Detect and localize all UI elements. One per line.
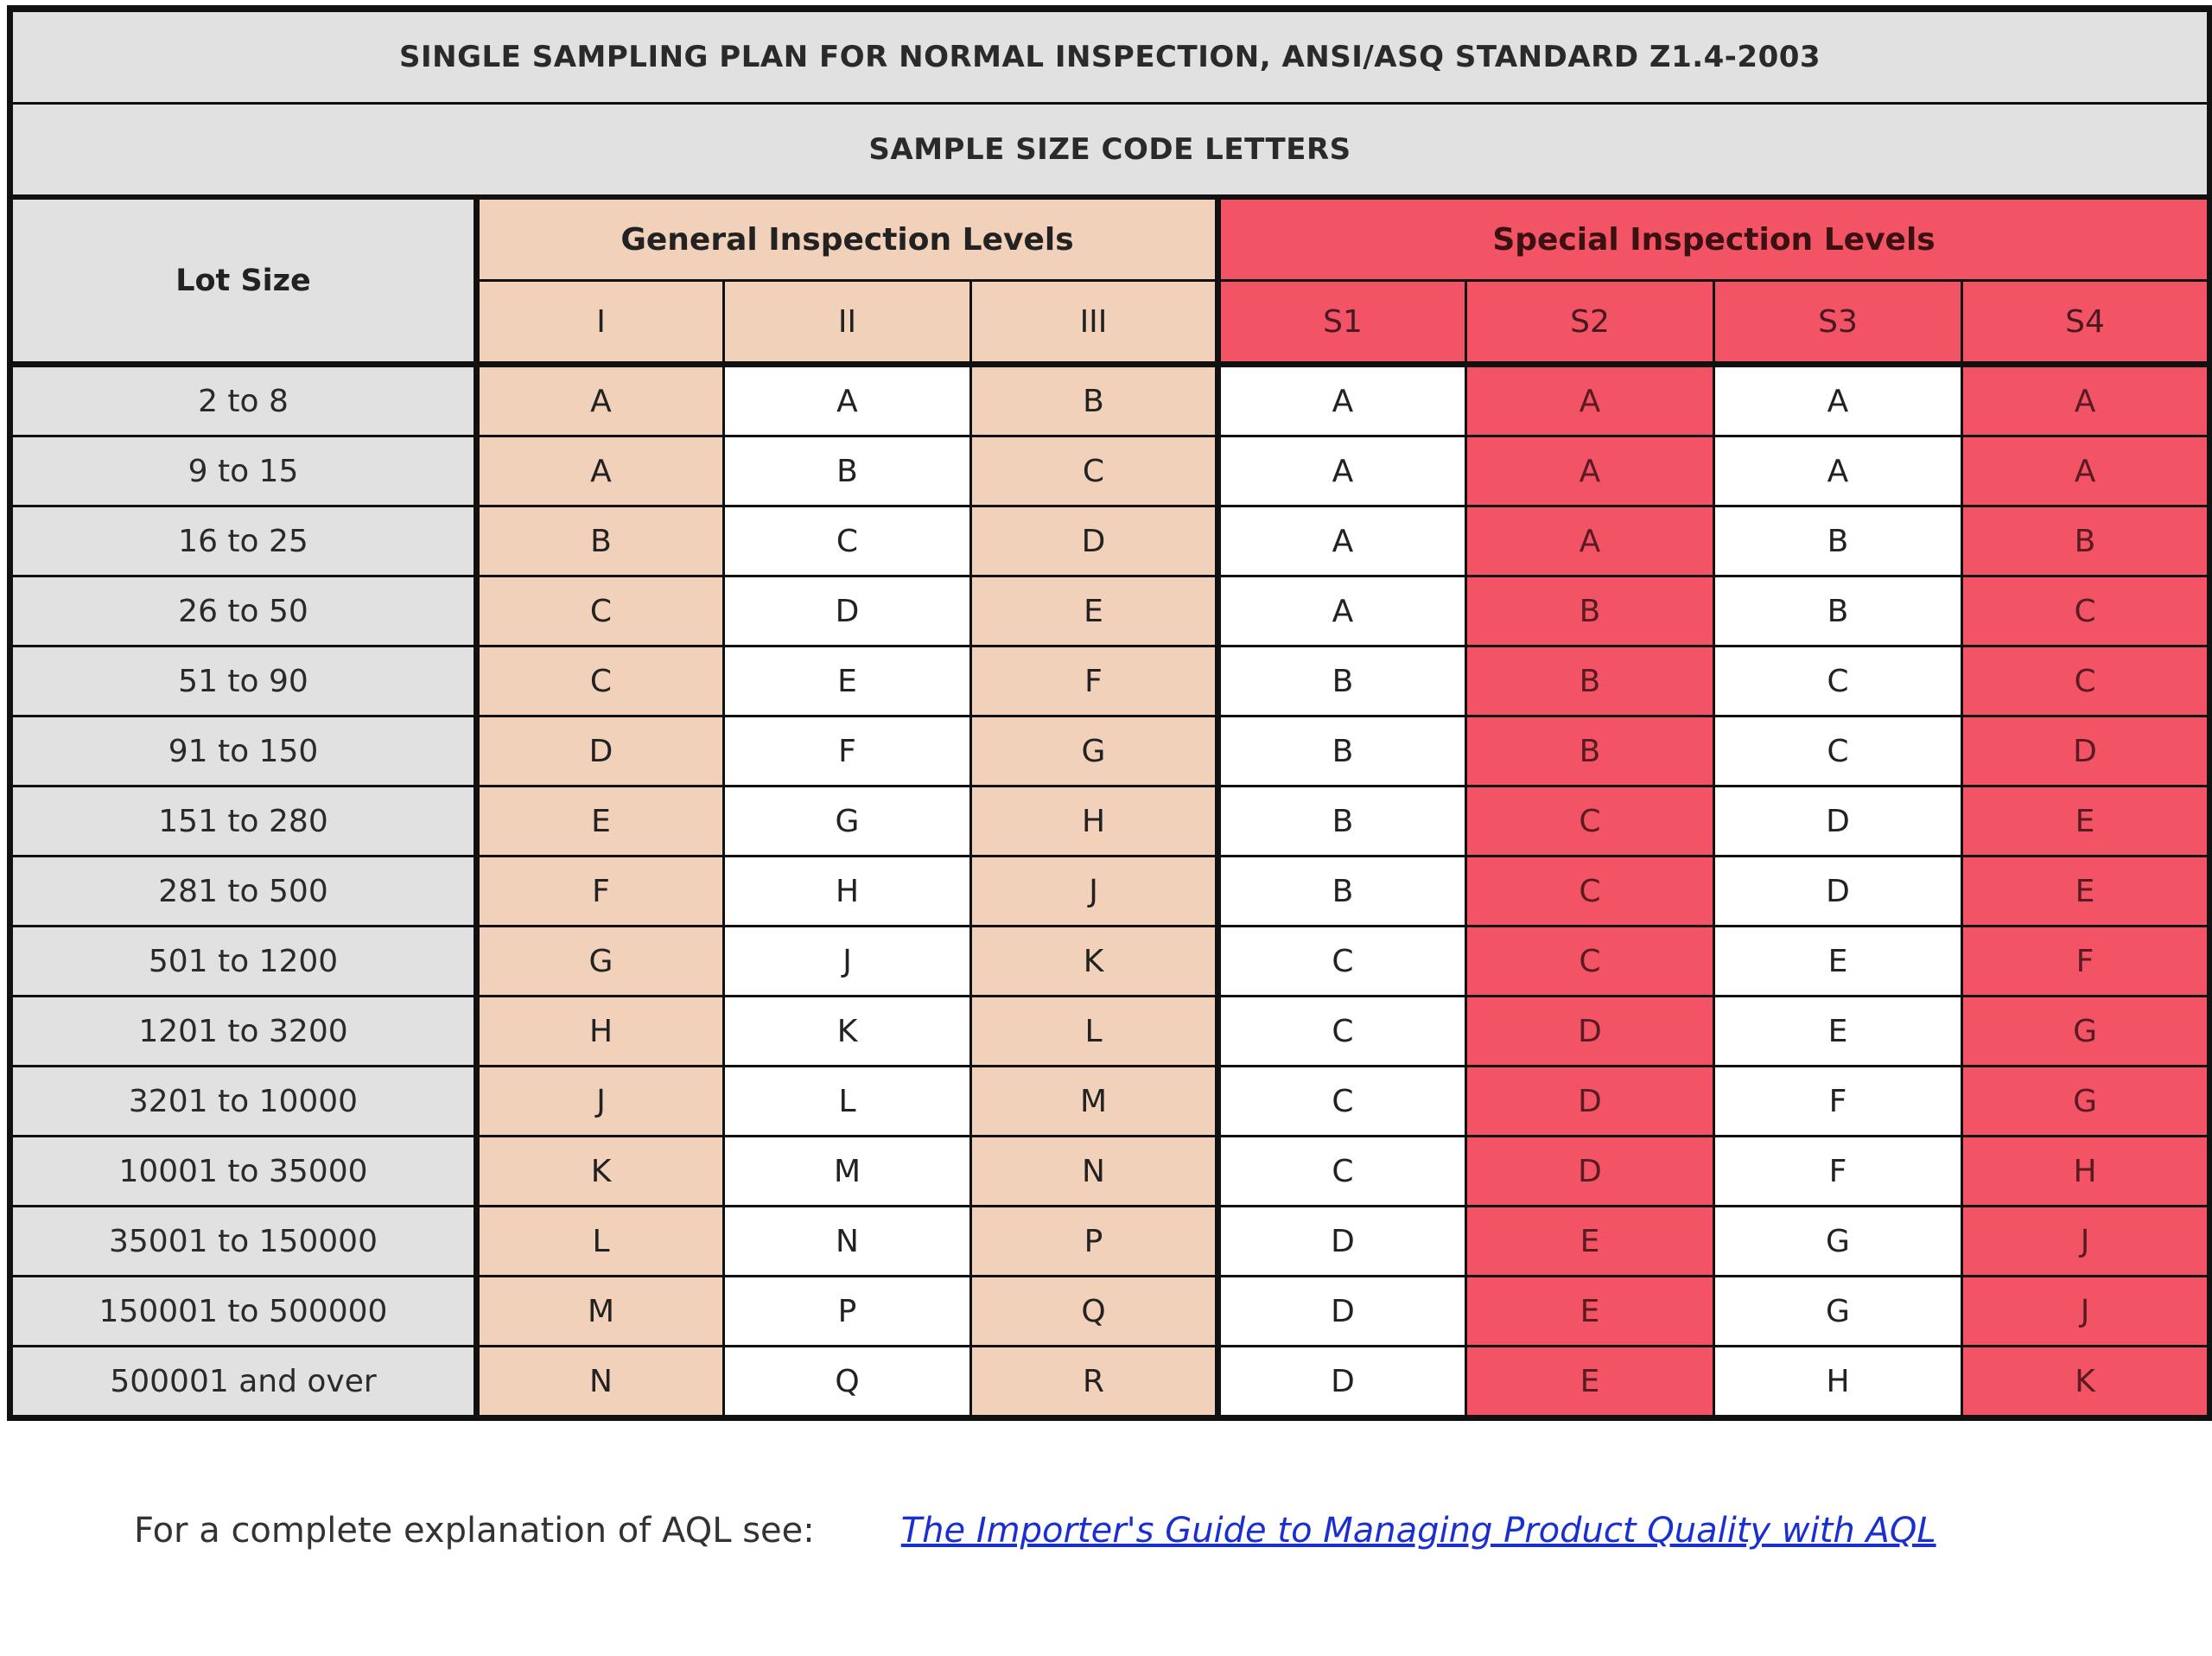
- general-levels-header: General Inspection Levels: [477, 197, 1218, 281]
- code-letter-iii: N: [971, 1137, 1218, 1207]
- code-letter-s1: A: [1218, 576, 1466, 646]
- code-letter-s2: B: [1466, 576, 1714, 646]
- code-letter-i: G: [477, 927, 724, 997]
- code-letter-i: C: [477, 576, 724, 646]
- code-letter-s1: D: [1218, 1277, 1466, 1347]
- code-letter-s3: D: [1714, 857, 1962, 927]
- code-letter-i: H: [477, 997, 724, 1067]
- code-letter-ii: L: [724, 1067, 971, 1137]
- code-letter-i: A: [477, 436, 724, 506]
- code-letter-ii: B: [724, 436, 971, 506]
- code-letter-s2: E: [1466, 1207, 1714, 1277]
- code-letter-s1: D: [1218, 1347, 1466, 1418]
- table-row: [10, 1207, 2210, 1277]
- code-letter-s4: G: [1962, 997, 2210, 1067]
- table-title: SINGLE SAMPLING PLAN FOR NORMAL INSPECTION, ANSI/ASQ STANDARD Z1.4-2003: [10, 9, 2210, 104]
- code-letter-iii: F: [971, 646, 1218, 717]
- lot-size-cell: 16 to 25: [10, 506, 477, 576]
- table-subtitle: SAMPLE SIZE CODE LETTERS: [10, 104, 2210, 198]
- code-letter-i: F: [477, 857, 724, 927]
- code-letter-s4: F: [1962, 927, 2210, 997]
- level-header-i: I: [477, 281, 724, 365]
- lot-size-cell: 1201 to 3200: [10, 997, 477, 1067]
- code-letter-s2: A: [1466, 506, 1714, 576]
- table-row: [10, 927, 2210, 997]
- code-letter-s4: D: [1962, 717, 2210, 787]
- code-letter-ii: G: [724, 787, 971, 857]
- level-header-ii: II: [724, 281, 971, 365]
- code-letter-ii: D: [724, 576, 971, 646]
- code-letter-s4: K: [1962, 1347, 2210, 1418]
- code-letter-s4: J: [1962, 1207, 2210, 1277]
- table-row: [10, 365, 2210, 436]
- aql-guide-link[interactable]: The Importer's Guide to Managing Product Quality with AQL: [900, 1511, 1936, 1551]
- code-letter-s4: B: [1962, 506, 2210, 576]
- lot-size-cell: 281 to 500: [10, 857, 477, 927]
- code-letter-s4: J: [1962, 1277, 2210, 1347]
- code-letter-iii: E: [971, 576, 1218, 646]
- code-letter-s4: H: [1962, 1137, 2210, 1207]
- code-letter-s2: D: [1466, 997, 1714, 1067]
- code-letter-s4: C: [1962, 646, 2210, 717]
- code-letter-ii: E: [724, 646, 971, 717]
- code-letter-s1: A: [1218, 506, 1466, 576]
- code-letter-s1: C: [1218, 1067, 1466, 1137]
- table-row: [10, 646, 2210, 717]
- code-letter-i: M: [477, 1277, 724, 1347]
- table-row: [10, 576, 2210, 646]
- table-row: [10, 1277, 2210, 1347]
- table-row: [10, 1347, 2210, 1418]
- code-letter-s3: A: [1714, 365, 1962, 436]
- code-letter-iii: R: [971, 1347, 1218, 1418]
- code-letter-iii: P: [971, 1207, 1218, 1277]
- code-letter-s3: E: [1714, 997, 1962, 1067]
- code-letter-s1: A: [1218, 365, 1466, 436]
- code-letter-ii: C: [724, 506, 971, 576]
- table-row: [10, 1067, 2210, 1137]
- code-letter-iii: H: [971, 787, 1218, 857]
- code-letter-ii: N: [724, 1207, 971, 1277]
- code-letter-s2: C: [1466, 927, 1714, 997]
- code-letter-s2: D: [1466, 1137, 1714, 1207]
- lot-size-cell: 501 to 1200: [10, 927, 477, 997]
- level-header-s1: S1: [1218, 281, 1466, 365]
- lot-size-cell: 26 to 50: [10, 576, 477, 646]
- code-letter-iii: L: [971, 997, 1218, 1067]
- code-letter-iii: J: [971, 857, 1218, 927]
- code-letter-s1: C: [1218, 1137, 1466, 1207]
- code-letter-ii: K: [724, 997, 971, 1067]
- lot-size-cell: 2 to 8: [10, 365, 477, 436]
- lot-size-cell: 151 to 280: [10, 787, 477, 857]
- code-letter-i: C: [477, 646, 724, 717]
- table-row: [10, 1137, 2210, 1207]
- code-letter-iii: K: [971, 927, 1218, 997]
- code-letter-ii: F: [724, 717, 971, 787]
- footer: [134, 1511, 2121, 1551]
- code-letter-ii: P: [724, 1277, 971, 1347]
- code-letter-s3: F: [1714, 1067, 1962, 1137]
- code-letter-ii: M: [724, 1137, 971, 1207]
- lot-size-cell: 10001 to 35000: [10, 1137, 477, 1207]
- lot-size-cell: 91 to 150: [10, 717, 477, 787]
- level-header-s2: S2: [1466, 281, 1714, 365]
- code-letter-s2: B: [1466, 646, 1714, 717]
- code-letter-s1: C: [1218, 997, 1466, 1067]
- level-header-iii: III: [971, 281, 1218, 365]
- code-letter-iii: D: [971, 506, 1218, 576]
- code-letter-ii: H: [724, 857, 971, 927]
- code-letter-s1: B: [1218, 857, 1466, 927]
- code-letter-s2: A: [1466, 365, 1714, 436]
- code-letter-s2: C: [1466, 787, 1714, 857]
- table-row: [10, 857, 2210, 927]
- code-letter-s3: C: [1714, 646, 1962, 717]
- code-letter-ii: Q: [724, 1347, 971, 1418]
- code-letter-s3: B: [1714, 506, 1962, 576]
- code-letter-s3: B: [1714, 576, 1962, 646]
- lot-size-cell: 3201 to 10000: [10, 1067, 477, 1137]
- code-letter-s3: A: [1714, 436, 1962, 506]
- code-letter-i: E: [477, 787, 724, 857]
- code-letter-s4: A: [1962, 365, 2210, 436]
- lot-size-cell: 51 to 90: [10, 646, 477, 717]
- code-letter-s3: G: [1714, 1277, 1962, 1347]
- lot-size-cell: 150001 to 500000: [10, 1277, 477, 1347]
- code-letter-s4: G: [1962, 1067, 2210, 1137]
- code-letter-ii: A: [724, 365, 971, 436]
- table-row: [10, 787, 2210, 857]
- code-letter-s4: E: [1962, 787, 2210, 857]
- table-row: [10, 436, 2210, 506]
- code-letter-s1: B: [1218, 787, 1466, 857]
- code-letter-i: K: [477, 1137, 724, 1207]
- code-letter-ii: J: [724, 927, 971, 997]
- code-letter-iii: B: [971, 365, 1218, 436]
- code-letter-i: N: [477, 1347, 724, 1418]
- code-letter-iii: G: [971, 717, 1218, 787]
- special-levels-header: Special Inspection Levels: [1218, 197, 2210, 281]
- code-letter-i: J: [477, 1067, 724, 1137]
- code-letter-iii: C: [971, 436, 1218, 506]
- code-letter-s1: C: [1218, 927, 1466, 997]
- sampling-plan-sheet: [7, 5, 2207, 1421]
- code-letter-s1: D: [1218, 1207, 1466, 1277]
- lot-size-header: Lot Size: [10, 197, 477, 365]
- sample-size-table: [7, 5, 2212, 1421]
- code-letter-s4: C: [1962, 576, 2210, 646]
- code-letter-s3: F: [1714, 1137, 1962, 1207]
- footer-text: For a complete explanation of AQL see:: [134, 1511, 815, 1551]
- code-letter-s2: D: [1466, 1067, 1714, 1137]
- code-letter-s2: A: [1466, 436, 1714, 506]
- code-letter-s3: G: [1714, 1207, 1962, 1277]
- code-letter-s1: A: [1218, 436, 1466, 506]
- code-letter-i: B: [477, 506, 724, 576]
- code-letter-s2: E: [1466, 1347, 1714, 1418]
- code-letter-s4: E: [1962, 857, 2210, 927]
- lot-size-cell: 500001 and over: [10, 1347, 477, 1418]
- code-letter-iii: Q: [971, 1277, 1218, 1347]
- code-letter-i: D: [477, 717, 724, 787]
- code-letter-i: A: [477, 365, 724, 436]
- lot-size-cell: 9 to 15: [10, 436, 477, 506]
- code-letter-iii: M: [971, 1067, 1218, 1137]
- code-letter-s2: C: [1466, 857, 1714, 927]
- code-letter-i: L: [477, 1207, 724, 1277]
- code-letter-s1: B: [1218, 646, 1466, 717]
- code-letter-s3: D: [1714, 787, 1962, 857]
- level-header-s4: S4: [1962, 281, 2210, 365]
- lot-size-cell: 35001 to 150000: [10, 1207, 477, 1277]
- code-letter-s3: E: [1714, 927, 1962, 997]
- code-letter-s3: C: [1714, 717, 1962, 787]
- code-letter-s2: B: [1466, 717, 1714, 787]
- code-letter-s2: E: [1466, 1277, 1714, 1347]
- level-header-s3: S3: [1714, 281, 1962, 365]
- code-letter-s4: A: [1962, 436, 2210, 506]
- code-letter-s3: H: [1714, 1347, 1962, 1418]
- table-row: [10, 506, 2210, 576]
- code-letter-s1: B: [1218, 717, 1466, 787]
- table-row: [10, 997, 2210, 1067]
- table-row: [10, 717, 2210, 787]
